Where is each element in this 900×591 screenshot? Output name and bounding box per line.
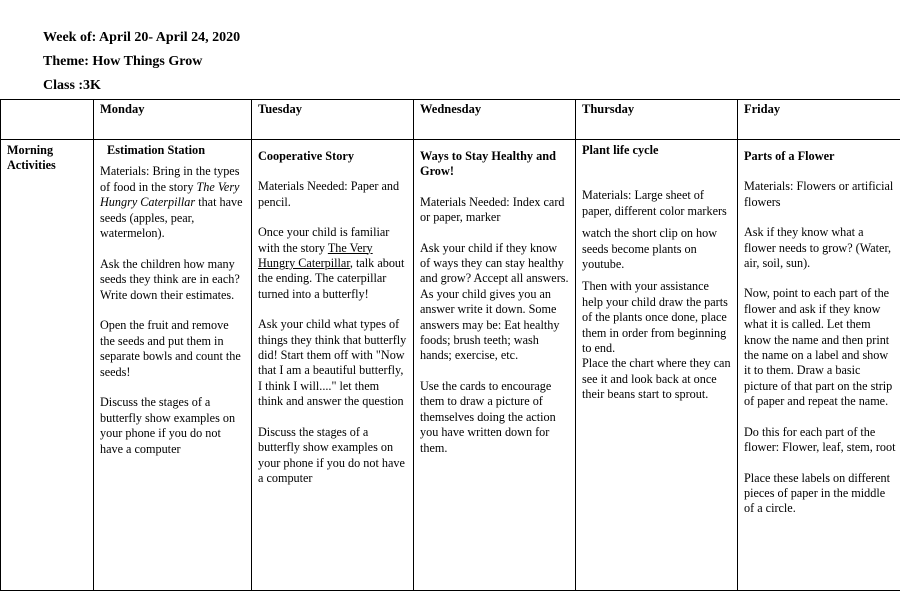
row-label-morning-activities: Morning Activities (1, 140, 94, 591)
column-header-wednesday: Wednesday (414, 100, 576, 140)
monday-materials (100, 164, 245, 241)
friday-step-ask: Ask if they know what a flower needs to grow? (Water, air, soil, sun). (744, 225, 896, 271)
table-row (1, 140, 900, 591)
friday-title: Parts of a Flower (744, 149, 896, 164)
class-heading: Class :3K (43, 77, 101, 94)
week-heading: Week of: April 20- April 24, 2020 (43, 29, 240, 46)
wednesday-step-cards: Use the cards to encourage them to draw a picture of themselves doing the action you have written down for them. (420, 379, 569, 456)
column-header-empty (1, 100, 94, 140)
thursday-step-watch: watch the short clip on how seeds become plants on youtube. (582, 226, 731, 272)
thursday-cell (576, 140, 738, 591)
monday-step-discuss: Discuss the stages of a butterfly show examples on your phone if you do not have a computer (100, 395, 245, 457)
wednesday-cell (414, 140, 576, 591)
tuesday-step-ask: Ask your child what types of things they think that butterfly did! Start them off with "Now that I am a beautiful butterfly, I think I will...." let them think and answer the question (258, 317, 407, 409)
friday-step-repeat: Do this for each part of the flower: Flower, leaf, stem, root (744, 425, 896, 456)
thursday-materials: Materials: Large sheet of paper, different color markers (582, 188, 731, 219)
tuesday-cell (252, 140, 414, 591)
wednesday-materials: Materials Needed: Index card or paper, marker (420, 195, 569, 226)
column-header-tuesday: Tuesday (252, 100, 414, 140)
lesson-plan-table (0, 99, 900, 591)
tuesday-materials: Materials Needed: Paper and pencil. (258, 179, 407, 210)
table-header-row (1, 100, 900, 140)
theme-heading: Theme: How Things Grow (43, 53, 202, 70)
friday-materials: Materials: Flowers or artificial flowers (744, 179, 896, 210)
friday-step-point: Now, point to each part of the flower and ask if they know what it is called. Let them know the name and then print the name on a label and show it to them. Draw a basic picture of that part on the strip of paper and repeat the name. (744, 286, 896, 409)
tuesday-step-discuss: Discuss the stages of a butterfly show examples on your phone if you do not have a computer (258, 425, 407, 487)
monday-cell (94, 140, 252, 591)
thursday-step-chart: Place the chart where they can see it and look back at once their beans start to sprout. (582, 356, 731, 402)
column-header-thursday: Thursday (576, 100, 738, 140)
monday-book-title: The Very Hungry Caterpillar (100, 180, 239, 209)
thursday-step-draw: Then with your assistance help your child draw the parts of the plants once done, place them in order from beginning to end. (582, 279, 731, 356)
tuesday-step-story (258, 225, 407, 302)
column-header-friday: Friday (738, 100, 900, 140)
monday-materials-text-b: that have seeds (apples, pear, watermelon). (100, 195, 243, 240)
monday-materials-text-a: Materials: Bring in the types of food in the story (100, 164, 239, 193)
wednesday-title: Ways to Stay Healthy and Grow! (420, 149, 569, 180)
friday-cell (738, 140, 900, 591)
column-header-monday: Monday (94, 100, 252, 140)
monday-step-count: Open the fruit and remove the seeds and put them in separate bowls and count the seeds! (100, 318, 245, 380)
thursday-title: Plant life cycle (582, 143, 731, 158)
tuesday-story-text-a: Once your child is familiar with the story (258, 225, 389, 254)
tuesday-title: Cooperative Story (258, 149, 407, 164)
monday-step-estimate: Ask the children how many seeds they think are in each? Write down their estimates. (100, 257, 245, 303)
tuesday-book-title: The Very Hungry Caterpillar (258, 241, 373, 270)
wednesday-step-ask: Ask your child if they know of ways they can stay healthy and grow? Accept all answers. As your child gives you an answer write it down. Some answers may be: Eat healthy foods; brush teeth; wash hands; exercise, etc. (420, 241, 569, 364)
tuesday-story-text-b: , talk about the ending. The caterpillar turned into a butterfly! (258, 256, 404, 301)
friday-step-labels: Place these labels on different pieces of paper in the middle of a circle. (744, 471, 896, 517)
monday-title: Estimation Station (100, 143, 245, 158)
